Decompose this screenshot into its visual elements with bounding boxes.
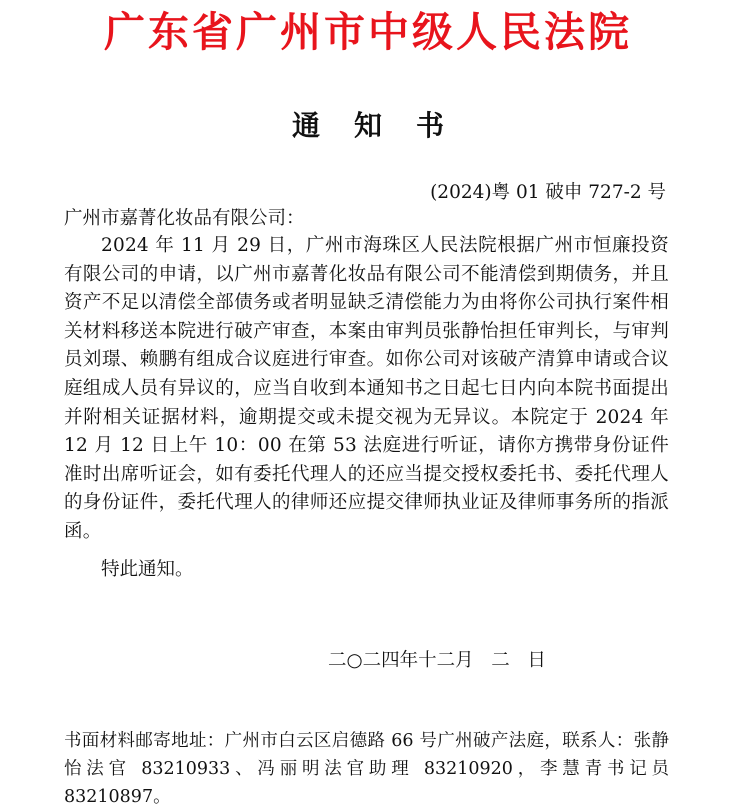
title-char: 书	[416, 109, 445, 142]
addressee: 广州市嘉菁化妆品有限公司：	[64, 208, 305, 229]
closing-line: 特此通知。	[101, 559, 194, 580]
document-title	[0, 108, 736, 144]
court-name-header: 广东省广州市中级人民法院	[104, 8, 632, 56]
notice-body: 2024 年 11 月 29 日，广州市海珠区人民法院根据广州市恒廉投资有限公司的申请，以广州市嘉菁化妆品有限公司不能清偿到期债务，并且资产不足以清偿全部债务或者明显缺乏清偿能力为由将你公司执行案件相关材料移送本院进行破产审查，本案由审判员张静怡担任审判长，与审判员刘璟、赖鹏有组成合议庭进行审查。如你公司对该破产清算申请或合议庭组成人员有异议的，应当自收到本通知书之日起七日内向本院书面提出并附相关证据材料，逾期提交或未提交视为无异议。本院定于 2024 年 12 月 12 日上午 10：00 在第 53 法庭进行听证，请你方携带身份证件准时出席听证会，如有委托代理人的还应当提交授权委托书、委托代理人的身份证件，委托代理人的律师还应提交律师执业证及律师事务所的指派函。	[64, 235, 669, 542]
issue-date: 二○二四年十二月 二 日	[328, 650, 546, 671]
title-char: 知	[353, 109, 382, 142]
mailing-address-note: 书面材料邮寄地址：广州市白云区启德路 66 号广州破产法庭，联系人：张静怡法官 83210933、冯丽明法官助理 83210920，李慧青书记员 83210897。	[64, 731, 669, 807]
case-number: (2024)粤 01 破申 727-2 号	[430, 182, 666, 203]
title-char: 通	[291, 109, 320, 142]
